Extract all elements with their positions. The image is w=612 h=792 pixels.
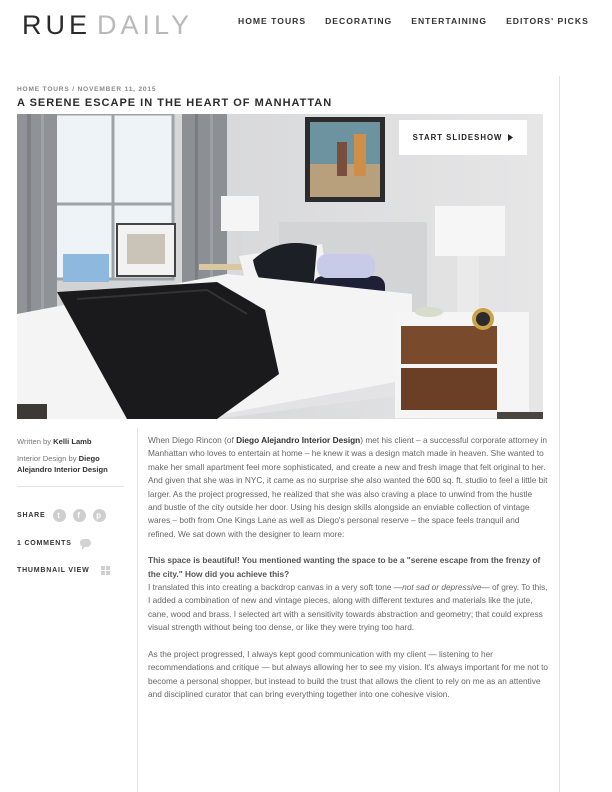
right-divider (559, 76, 560, 792)
grid-icon (101, 566, 110, 575)
nav-item-entertaining[interactable]: ENTERTAINING (411, 16, 488, 26)
thumbnail-view-link[interactable] (17, 566, 110, 575)
designer-link[interactable]: Diego Alejandro Interior Design (17, 454, 108, 474)
designer-inline-link[interactable]: Diego Alejandro Interior Design (236, 435, 361, 445)
thumbnail-label: THUMBNAIL VIEW (17, 567, 90, 574)
nav-item-home-tours[interactable]: HOME TOURS (238, 16, 307, 26)
answer-text-b: of grey. To this, I added a combination of new and vintage pieces, along with different textures and materials like the jute, cane, wood and brass. I selected art with a sensitivity towards abstraction and geometry; that could express visual strength without being too dense, or like they were trying too hard. (148, 582, 548, 633)
facebook-icon[interactable]: f (73, 509, 86, 522)
slideshow-label: START SLIDESHOW (412, 133, 503, 142)
author-link[interactable]: Kelli Lamb (53, 437, 92, 446)
site-logo[interactable] (22, 11, 193, 39)
comments-link[interactable] (17, 539, 91, 547)
article-title: A SERENE ESCAPE IN THE HEART OF MANHATTAN (17, 97, 333, 109)
article-body (148, 434, 548, 701)
interview-question: This space is beautiful! You mentioned wanting the space to be a "serene escape from the frenzy of the city." How did you achieve this? (148, 555, 541, 579)
article-sidebar (17, 436, 124, 487)
share-row (17, 509, 106, 522)
article-paragraph-3: As the project progressed, I always kept good communication with my client — listening to her recommendations and critique — but always allowing her to see my vision. It's always important for me not to become a personal shopper, but instead to build the trust that allows the client to rely on me as an attentive and disciplined curator that can bring everything together into one cohesive vision. (148, 648, 549, 699)
comments-label: 1 COMMENTS (17, 539, 72, 547)
bedroom-illustration (17, 114, 543, 419)
designer-credit (17, 453, 124, 475)
author-credit (17, 436, 124, 447)
nav-item-editors-picks[interactable]: EDITORS' PICKS (506, 16, 589, 26)
answer-text-a: I translated this into creating a backdrop canvas in a very soft tone (148, 582, 394, 593)
nav-item-decorating[interactable]: DECORATING (325, 16, 393, 26)
logo-word-daily: DAILY (97, 10, 194, 40)
body-divider (137, 428, 138, 792)
share-label: SHARE (17, 512, 46, 519)
hero-photo[interactable] (17, 114, 543, 419)
twitter-icon[interactable]: t (53, 509, 66, 522)
start-slideshow-button[interactable] (399, 120, 527, 155)
logo-word-rue: RUE (22, 10, 92, 40)
sidebar-divider (17, 486, 124, 487)
design-by-label: Interior Design by (17, 454, 77, 463)
arrow-right-icon (508, 134, 513, 141)
intro-text-b: ) met his client – a successful corporate attorney in Manhattan who loves to entertain at home – he knew it was a design match made in heaven. She wanted to make her small apartment feel more sophisticated, and create a new and fresh image that felt original to her. And given that she was in NYC, it came as no surprise she also wanted the 600 sq. ft. studio to feel a little bit larger. As the project progressed, he realized that she was also craving a place to unwind from the hustle and bustle of the city outside her door. Using his design skills alongside an enviable collection of vintage wares – both from One Kings Lane as well as Diego's personal reserve – the space feels tranquil and refined. We sat down with the designer to learn more: (148, 435, 548, 539)
comment-bubble-icon (80, 539, 91, 547)
written-by-label: Written by (17, 437, 52, 446)
breadcrumb[interactable]: HOME TOURS / NOVEMBER 11, 2015 (17, 86, 157, 93)
article-intro (148, 434, 548, 541)
pinterest-icon[interactable]: p (93, 509, 106, 522)
intro-text-a: When Diego Rincon (of (148, 435, 237, 445)
answer-emphasis: —not sad or depressive— (393, 582, 490, 593)
main-nav (238, 16, 589, 26)
interview-answer (148, 581, 548, 635)
